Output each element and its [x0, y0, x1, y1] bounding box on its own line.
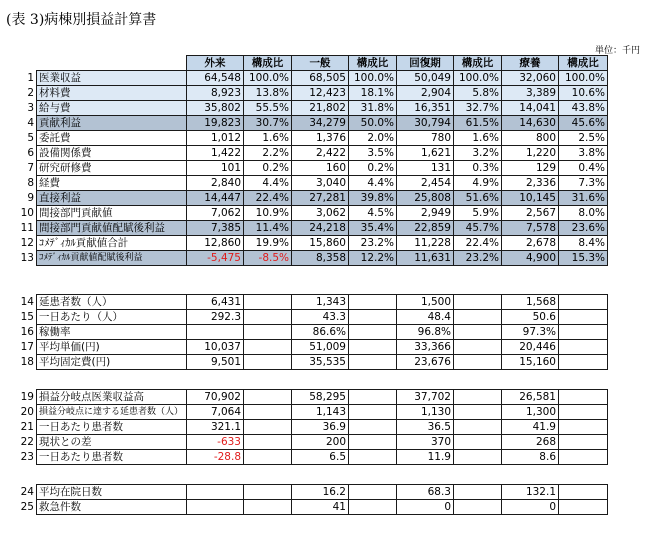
value-cell: 0.2% [244, 161, 292, 176]
value-cell: 8.4% [559, 236, 608, 251]
value-cell: 7,062 [187, 206, 244, 221]
value-cell: 370 [397, 435, 454, 450]
value-cell: 11,228 [397, 236, 454, 251]
table-row [18, 71, 608, 86]
row-label: 損益分岐点に達する延患者数（人） [37, 405, 187, 420]
hatched-cell [349, 295, 397, 310]
value-cell: -633 [187, 435, 244, 450]
value-cell: 35,535 [292, 355, 349, 370]
row-number: 25 [18, 500, 37, 515]
value-cell: 8,358 [292, 251, 349, 266]
column-header: 回復期 [397, 56, 454, 71]
value-cell: 86.6% [292, 325, 349, 340]
table-row [18, 206, 608, 221]
row-label: 一日あたり患者数 [37, 450, 187, 465]
value-cell: 132.1 [502, 485, 559, 500]
column-header: 療養 [502, 56, 559, 71]
value-cell [244, 390, 292, 405]
value-cell [244, 485, 292, 500]
value-cell: 16,351 [397, 101, 454, 116]
value-cell: 3.2% [454, 146, 502, 161]
unit-label: 単位：千円 [594, 46, 640, 56]
value-cell: 45.7% [454, 221, 502, 236]
value-cell: 2,567 [502, 206, 559, 221]
value-cell: 2,949 [397, 206, 454, 221]
row-label: 平均固定費(円) [37, 355, 187, 370]
row-number: 7 [18, 161, 37, 176]
value-cell [559, 485, 608, 500]
value-cell [244, 420, 292, 435]
value-cell: 0.2% [349, 161, 397, 176]
value-cell [454, 435, 502, 450]
value-cell: 13.8% [244, 86, 292, 101]
value-cell: 11.4% [244, 221, 292, 236]
break-even-table [18, 389, 608, 465]
value-cell: -8.5% [244, 251, 292, 266]
value-cell: 32,060 [502, 71, 559, 86]
column-header: 構成比 [559, 56, 608, 71]
row-label: 医業収益 [37, 71, 187, 86]
row-label: 研究研修費 [37, 161, 187, 176]
table-row [18, 390, 608, 405]
value-cell: 14,630 [502, 116, 559, 131]
value-cell: 23,676 [397, 355, 454, 370]
value-cell [349, 485, 397, 500]
table-row [18, 355, 608, 370]
value-cell: 2,678 [502, 236, 559, 251]
value-cell [349, 420, 397, 435]
table-row [18, 101, 608, 116]
value-cell: 292.3 [187, 310, 244, 325]
value-cell: 129 [502, 161, 559, 176]
value-cell: 2,840 [187, 176, 244, 191]
hatched-cell [559, 340, 608, 355]
hatched-cell [349, 325, 397, 340]
value-cell: 1,376 [292, 131, 349, 146]
row-number: 1 [18, 71, 37, 86]
row-label: 経費 [37, 176, 187, 191]
value-cell: 6,431 [187, 295, 244, 310]
column-header: 構成比 [244, 56, 292, 71]
value-cell: 0.3% [454, 161, 502, 176]
row-label: 延患者数（人） [37, 295, 187, 310]
row-number: 8 [18, 176, 37, 191]
value-cell: 1,130 [397, 405, 454, 420]
value-cell: 10,037 [187, 340, 244, 355]
row-label: 設備関係費 [37, 146, 187, 161]
row-label: 現状との差 [37, 435, 187, 450]
value-cell: 11,631 [397, 251, 454, 266]
value-cell: 41 [292, 500, 349, 515]
hatched-cell [454, 355, 502, 370]
row-label: 一日あたり患者数 [37, 420, 187, 435]
value-cell: 50,049 [397, 71, 454, 86]
value-cell: 2,904 [397, 86, 454, 101]
value-cell: 0 [397, 500, 454, 515]
table-row [18, 500, 608, 515]
value-cell: 100.0% [559, 71, 608, 86]
value-cell: 16.2 [292, 485, 349, 500]
value-cell: 26,581 [502, 390, 559, 405]
value-cell: 11.9 [397, 450, 454, 465]
value-cell: 2.2% [244, 146, 292, 161]
value-cell: -5,475 [187, 251, 244, 266]
row-number: 5 [18, 131, 37, 146]
column-header: 一般 [292, 56, 349, 71]
value-cell: 780 [397, 131, 454, 146]
value-cell: 12.2% [349, 251, 397, 266]
value-cell: 14,447 [187, 191, 244, 206]
value-cell: 1,220 [502, 146, 559, 161]
value-cell: 31.8% [349, 101, 397, 116]
value-cell: 800 [502, 131, 559, 146]
row-number: 19 [18, 390, 37, 405]
value-cell: 4.9% [454, 176, 502, 191]
value-cell: 200 [292, 435, 349, 450]
value-cell: 32.7% [454, 101, 502, 116]
value-cell: 1.6% [244, 131, 292, 146]
value-cell [454, 420, 502, 435]
value-cell [559, 390, 608, 405]
patient-stats-table [18, 294, 608, 370]
value-cell: 0.4% [559, 161, 608, 176]
value-cell [187, 500, 244, 515]
value-cell: 1,568 [502, 295, 559, 310]
row-number: 15 [18, 310, 37, 325]
row-label: 間接部門貢献値 [37, 206, 187, 221]
value-cell: 12,423 [292, 86, 349, 101]
value-cell [187, 485, 244, 500]
value-cell: 23.2% [454, 251, 502, 266]
value-cell: 61.5% [454, 116, 502, 131]
value-cell: 100.0% [349, 71, 397, 86]
row-label: 一日あたり（人） [37, 310, 187, 325]
value-cell [349, 450, 397, 465]
value-cell: 20,446 [502, 340, 559, 355]
value-cell: 41.9 [502, 420, 559, 435]
value-cell: 27,281 [292, 191, 349, 206]
column-header: 構成比 [454, 56, 502, 71]
value-cell: 2,454 [397, 176, 454, 191]
value-cell: 48.4 [397, 310, 454, 325]
row-label: 給与費 [37, 101, 187, 116]
value-cell [454, 390, 502, 405]
row-number: 6 [18, 146, 37, 161]
value-cell: 23.6% [559, 221, 608, 236]
value-cell [559, 405, 608, 420]
row-number: 13 [18, 251, 37, 266]
value-cell: 43.3 [292, 310, 349, 325]
row-number: 22 [18, 435, 37, 450]
row-number: 21 [18, 420, 37, 435]
row-number: 18 [18, 355, 37, 370]
table-row [18, 236, 608, 251]
income-statement-table [18, 55, 608, 266]
value-cell [559, 450, 608, 465]
value-cell: 35.4% [349, 221, 397, 236]
value-cell [454, 405, 502, 420]
value-cell: 3.8% [559, 146, 608, 161]
table-row [18, 405, 608, 420]
hatched-cell [244, 340, 292, 355]
row-number: 23 [18, 450, 37, 465]
value-cell: 37,702 [397, 390, 454, 405]
table-row [18, 116, 608, 131]
value-cell: 2.0% [349, 131, 397, 146]
value-cell: 1.6% [454, 131, 502, 146]
value-cell: 68.3 [397, 485, 454, 500]
value-cell: 6.5 [292, 450, 349, 465]
value-cell: 4.4% [349, 176, 397, 191]
table-row [18, 161, 608, 176]
value-cell: 3.5% [349, 146, 397, 161]
value-cell: 30,794 [397, 116, 454, 131]
value-cell [349, 500, 397, 515]
value-cell: 9,501 [187, 355, 244, 370]
value-cell: 3,062 [292, 206, 349, 221]
column-header: 構成比 [349, 56, 397, 71]
value-cell: 7.3% [559, 176, 608, 191]
value-cell [244, 405, 292, 420]
value-cell: 50.6 [502, 310, 559, 325]
value-cell: 2,336 [502, 176, 559, 191]
value-cell [559, 500, 608, 515]
value-cell: 25,808 [397, 191, 454, 206]
value-cell: 70,902 [187, 390, 244, 405]
hatched-cell [187, 325, 244, 340]
value-cell: 15.3% [559, 251, 608, 266]
table-row [18, 435, 608, 450]
row-label: 委託費 [37, 131, 187, 146]
value-cell: 22.4% [244, 191, 292, 206]
value-cell: 5.8% [454, 86, 502, 101]
value-cell [454, 500, 502, 515]
value-cell: 7,064 [187, 405, 244, 420]
column-header: 外来 [187, 56, 244, 71]
value-cell: 1,500 [397, 295, 454, 310]
value-cell: 15,860 [292, 236, 349, 251]
hatched-cell [559, 310, 608, 325]
value-cell: 3,389 [502, 86, 559, 101]
row-label: 材料費 [37, 86, 187, 101]
row-number: 12 [18, 236, 37, 251]
value-cell [559, 420, 608, 435]
header-index-blank [18, 56, 37, 71]
value-cell: 35,802 [187, 101, 244, 116]
value-cell: 1,143 [292, 405, 349, 420]
table-row [18, 251, 608, 266]
row-label: ｺﾒﾃﾞｨｶﾙ貢献値配賦後利益 [37, 251, 187, 266]
value-cell [244, 500, 292, 515]
row-label: 貢献利益 [37, 116, 187, 131]
row-label: 平均単価(円) [37, 340, 187, 355]
value-cell: 15,160 [502, 355, 559, 370]
row-label: 稼働率 [37, 325, 187, 340]
value-cell: 2,422 [292, 146, 349, 161]
value-cell: 45.6% [559, 116, 608, 131]
value-cell: 36.5 [397, 420, 454, 435]
value-cell: 8.6 [502, 450, 559, 465]
value-cell: 10,145 [502, 191, 559, 206]
row-number: 17 [18, 340, 37, 355]
value-cell: 97.3% [502, 325, 559, 340]
value-cell: 10.6% [559, 86, 608, 101]
row-number: 3 [18, 101, 37, 116]
hatched-cell [559, 355, 608, 370]
value-cell: 1,012 [187, 131, 244, 146]
row-number: 14 [18, 295, 37, 310]
value-cell: 18.1% [349, 86, 397, 101]
value-cell: 68,505 [292, 71, 349, 86]
value-cell: 268 [502, 435, 559, 450]
value-cell: 50.0% [349, 116, 397, 131]
hatched-cell [349, 310, 397, 325]
row-label: 間接部門貢献値配賦後利益 [37, 221, 187, 236]
row-label: ｺﾒﾃﾞｨｶﾙ貢献値合計 [37, 236, 187, 251]
value-cell: 101 [187, 161, 244, 176]
value-cell: 34,279 [292, 116, 349, 131]
row-number: 9 [18, 191, 37, 206]
value-cell [244, 435, 292, 450]
value-cell: 30.7% [244, 116, 292, 131]
table-row [18, 295, 608, 310]
value-cell: 1,300 [502, 405, 559, 420]
value-cell: 19,823 [187, 116, 244, 131]
row-number: 24 [18, 485, 37, 500]
value-cell: 55.5% [244, 101, 292, 116]
value-cell: 22.4% [454, 236, 502, 251]
table-row [18, 450, 608, 465]
value-cell: 5.9% [454, 206, 502, 221]
row-label: 平均在院日数 [37, 485, 187, 500]
value-cell: 160 [292, 161, 349, 176]
hatched-cell [454, 325, 502, 340]
row-number: 2 [18, 86, 37, 101]
hatched-cell [559, 325, 608, 340]
value-cell: 33,366 [397, 340, 454, 355]
hatched-cell [244, 295, 292, 310]
value-cell: 8.0% [559, 206, 608, 221]
value-cell: 19.9% [244, 236, 292, 251]
value-cell: 10.9% [244, 206, 292, 221]
value-cell: 1,621 [397, 146, 454, 161]
document-title: (表 3)病棟別損益計算書 [6, 12, 157, 28]
row-label: 損益分岐点医業収益高 [37, 390, 187, 405]
value-cell: 24,218 [292, 221, 349, 236]
value-cell: 39.8% [349, 191, 397, 206]
value-cell: 7,578 [502, 221, 559, 236]
hatched-cell [454, 295, 502, 310]
table-row [18, 310, 608, 325]
row-label: 直接利益 [37, 191, 187, 206]
value-cell [454, 485, 502, 500]
hatched-cell [454, 340, 502, 355]
table-row [18, 176, 608, 191]
value-cell: 0 [502, 500, 559, 515]
value-cell: 31.6% [559, 191, 608, 206]
table-row [18, 485, 608, 500]
table-row [18, 86, 608, 101]
value-cell: 23.2% [349, 236, 397, 251]
hatched-cell [244, 355, 292, 370]
value-cell: 21,802 [292, 101, 349, 116]
value-cell: 64,548 [187, 71, 244, 86]
value-cell [349, 405, 397, 420]
value-cell: 1,343 [292, 295, 349, 310]
hatched-cell [244, 310, 292, 325]
value-cell [349, 390, 397, 405]
row-number: 16 [18, 325, 37, 340]
value-cell: 100.0% [454, 71, 502, 86]
header-row [18, 56, 608, 71]
value-cell: 36.9 [292, 420, 349, 435]
table-row [18, 325, 608, 340]
table-row [18, 191, 608, 206]
row-number: 4 [18, 116, 37, 131]
value-cell [454, 450, 502, 465]
value-cell [244, 450, 292, 465]
value-cell [349, 435, 397, 450]
value-cell: 8,923 [187, 86, 244, 101]
hatched-cell [244, 325, 292, 340]
value-cell: 3,040 [292, 176, 349, 191]
value-cell: 1,422 [187, 146, 244, 161]
table-row [18, 131, 608, 146]
value-cell: 14,041 [502, 101, 559, 116]
value-cell: 7,385 [187, 221, 244, 236]
value-cell: -28.8 [187, 450, 244, 465]
value-cell: 4.5% [349, 206, 397, 221]
value-cell: 43.8% [559, 101, 608, 116]
stay-and-emergency-table [18, 484, 608, 515]
hatched-cell [559, 295, 608, 310]
row-number: 20 [18, 405, 37, 420]
value-cell: 4.4% [244, 176, 292, 191]
value-cell: 22,859 [397, 221, 454, 236]
hatched-cell [349, 355, 397, 370]
header-label-blank [37, 56, 187, 71]
value-cell: 51,009 [292, 340, 349, 355]
value-cell: 4,900 [502, 251, 559, 266]
value-cell: 12,860 [187, 236, 244, 251]
row-label: 救急件数 [37, 500, 187, 515]
value-cell: 96.8% [397, 325, 454, 340]
hatched-cell [454, 310, 502, 325]
value-cell [559, 435, 608, 450]
table-row [18, 146, 608, 161]
value-cell: 51.6% [454, 191, 502, 206]
value-cell: 131 [397, 161, 454, 176]
table-row [18, 340, 608, 355]
value-cell: 321.1 [187, 420, 244, 435]
hatched-cell [349, 340, 397, 355]
table-row [18, 221, 608, 236]
value-cell: 100.0% [244, 71, 292, 86]
row-number: 10 [18, 206, 37, 221]
value-cell: 58,295 [292, 390, 349, 405]
table-row [18, 420, 608, 435]
row-number: 11 [18, 221, 37, 236]
value-cell: 2.5% [559, 131, 608, 146]
